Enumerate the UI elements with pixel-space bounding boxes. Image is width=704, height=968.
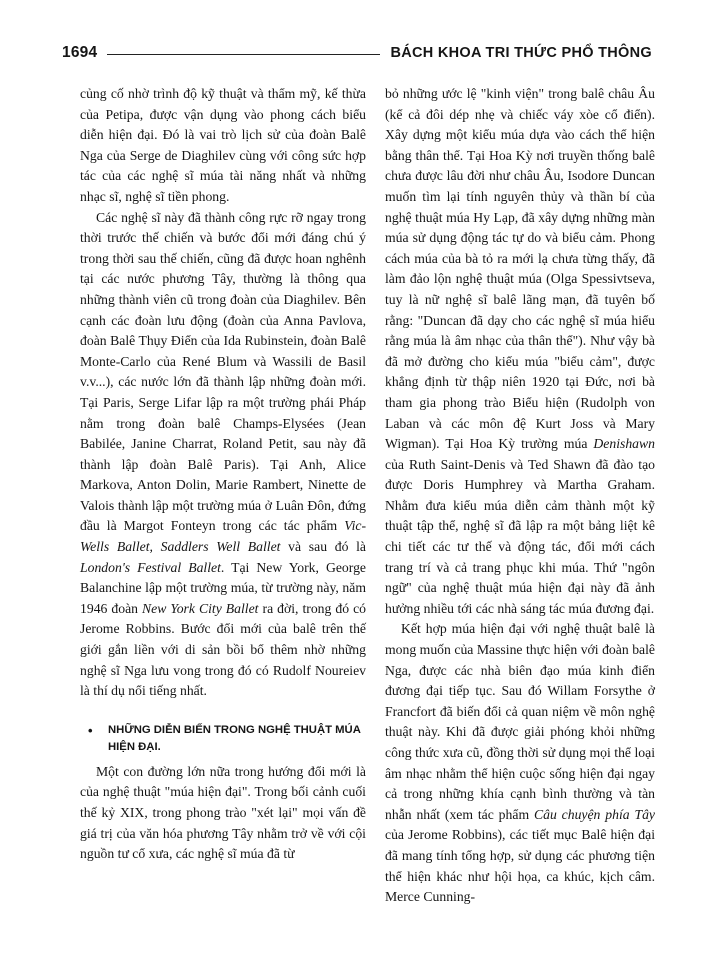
page-header [62, 40, 652, 66]
book-title: BÁCH KHOA TRI THỨC PHỔ THÔNG [390, 45, 652, 61]
section-heading [80, 722, 366, 756]
left-column [80, 84, 366, 865]
paragraph-duncan [385, 84, 655, 619]
bullet-icon: • [88, 722, 93, 738]
page-number: 1694 [62, 44, 98, 61]
work-title: Câu chuyện phía Tây [533, 806, 655, 822]
right-column [385, 84, 655, 908]
work-title: Vic-Wells Ballet, Saddlers Well Ballet [80, 518, 366, 555]
paragraph-modern-dance: Một con đường lớn nữa trong hướng đổi mới là của nghệ thuật "múa hiện đại". Trong bối cảnh cuối thế kỷ XIX, trong phong trào "xét lại" mọi vấn đề giá trị của văn hóa phương Tây nhằm trở về với cội nguồn tư cổ xưa, các nghệ sĩ múa đã từ [80, 763, 366, 862]
work-title: New York City Ballet [142, 600, 259, 616]
paragraph-touring-companies [80, 208, 366, 702]
text-run: của Ruth Saint-Denis và Ted Shawn đã đào tạo được Doris Humphrey và Martha Graham. Nhằm đưa kiểu múa diễn cảm thành một kỹ thuật tập thể, nghệ sĩ đã lập ra một bảng liệt kê chi tiết các tư thế và động tác, đổi mới cách trang trí và cả trang phục khi múa. Thứ "ngôn ngữ" của nghệ thuật múa hiện đại này đã ảnh hưởng nhiều tới các nhà sáng tác múa đương đại. [385, 456, 655, 616]
work-title: Denishawn [593, 436, 655, 452]
work-title: London's Festival Ballet [80, 559, 221, 575]
text-run: Kết hợp múa hiện đại với nghệ thuật balê là mong muốn của Massine thực hiện với đoàn balê Nga, được các nhà biên đạo múa kinh điển đương đại tiếp tục. Sau đó Willam Forsythe ở Francfort đã biến đổi cả quan niệm về môn nghệ thuật này. Khi đã được giải phóng khỏi những công thức xưa cũ, đồng thời sử dụng mọi thể loại âm nhạc nhằm thể hiện cuộc sống hiện đại ngay cả trong những khía cạnh bình thường và tàn nhẫn nhất (xem tác phẩm [385, 621, 655, 822]
text-run: . Tại New York, George Balanchine lập một trường múa, từ trường này, năm 1946 đoàn [80, 559, 366, 616]
text-run: bỏ những ước lệ "kinh viện" trong balê châu Âu (kể cả đôi dép nhẹ và chiếc váy xòe cổ điển). Xây dựng một kiểu múa dựa vào cách thể hiện bằng thân thể. Tại Hoa Kỳ nơi truyền thống balê chưa được lâu đời như châu Âu, Isodore Duncan muốn tìm lại tính nguyên thủy và thần bí của nghệ thuật múa Hy Lạp, đã xây dựng những màn múa sử dụng động tác tự do và biểu cảm. Phong cách múa của bà tỏ ra mới lạ chưa từng thấy, đã làm đảo lộn nghệ thuật múa (Olga Spessivtseva, tuy là nữ nghệ sĩ balê lãng mạn, đã tuyên bố rằng: "Duncan đã dạy cho các nghệ sĩ múa hiểu rằng múa là âm nhạc của thân thể"). Như vậy bà đã mở đường cho kiểu múa "biểu cảm", được khẳng định từ thập niên 1920 tại Đức, nơi bà tham gia phong trào Biểu hiện (Rudolph von Laban và các môn đệ Kurt Joss và Mary Wigman). Tại Hoa Kỳ trường múa [385, 86, 655, 452]
paragraph-massine [385, 619, 655, 907]
paragraph-continuation: củng cố nhờ trình độ kỹ thuật và thẩm mỹ, kế thừa của Petipa, được vận dụng vào phong cách biểu diễn hiện đại. Đó là vai trò lịch sử của đoàn Balê Nga của Serge de Diaghilev cùng với công sức hợp tác của các nghệ sĩ múa tài năng nhất và những nhạc sĩ, nghệ sĩ tiền phong. [80, 86, 366, 204]
header-rule [107, 54, 380, 55]
section-title: NHỮNG DIỄN BIẾN TRONG NGHỆ THUẬT MÚA HIỆN ĐẠI. [108, 723, 361, 753]
text-run: ra đời, trong đó có Jerome Robbins. Bước đổi mới của balê trên thế giới gắn liền với di sản bồi bổ thêm nhờ những nghệ sĩ Nga lưu vong trong đó có Rudolf Noureiev là thí dụ nổi tiếng nhất. [80, 600, 367, 699]
text-run: và sau đó là [280, 539, 367, 555]
text-run: của Jerome Robbins), các tiết mục Balê hiện đại đã mang tính tổng hợp, sử dụng các phương tiện thể hiện khác như hội họa, ca khúc, kịch câm. Merce Cunning- [385, 827, 655, 905]
text-run: Các nghệ sĩ này đã thành công rực rỡ ngay trong thời trước thế chiến và bước đổi mới đáng chú ý trong thời sau thế chiến, cũng đã được hoan nghênh tại các nước phương Tây, thường là thông qua những thành viên cũ trong đoàn của Diaghilev. Bên cạnh các đoàn lưu động (đoàn của Anna Pavlova, đoàn Balê Thụy Điển của Ida Rubinstein, đoàn Balê Monte-Carlo của René Blum và Wassili de Basil v.v...), các nước lớn đã thành lập những đoàn mới. Tại Paris, Serge Lifar lập ra một trường phái Pháp nằm trong đoàn balê Champs-Elysées (Jean Babilée, Janine Charrat, Roland Petit, sau này đã thành lập đoàn Balê Paris). Tại Anh, Alice Markova, Anton Dolin, Marie Rambert, Ninette de Valois thành lập một trường múa ở Luân Đôn, đứng đầu là Margot Fonteyn trong các tác phẩm [80, 209, 366, 534]
